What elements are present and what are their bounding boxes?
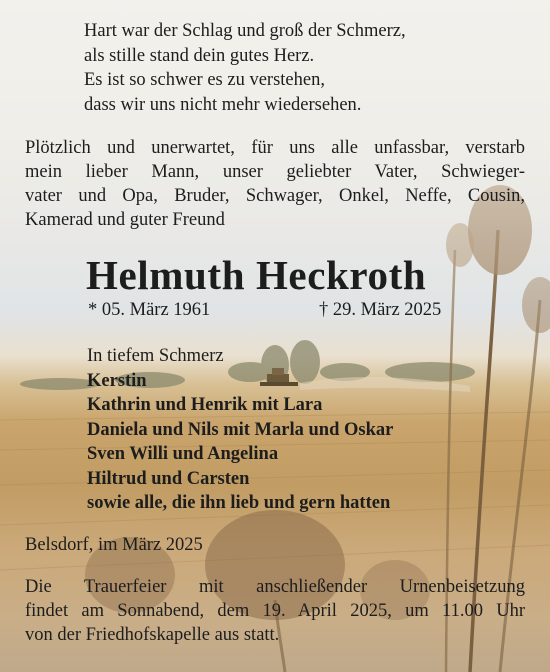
funeral-info xyxy=(25,575,525,647)
poem-line: als stille stand dein gutes Herz. xyxy=(84,45,315,66)
mourner-line: Sven Willi und Angelina xyxy=(87,444,279,464)
poem-line: Es ist so schwer es zu verstehen, xyxy=(84,70,325,90)
poem-line: dass wir uns nicht mehr wiedersehen. xyxy=(84,94,362,115)
announcement-text xyxy=(25,136,525,232)
funeral-line: Die Trauerfeier mit anschließender Urnenbeisetzung xyxy=(25,577,525,597)
mourner-line: Kathrin und Henrik mit Lara xyxy=(87,395,323,415)
funeral-line: findet am Sonnabend, dem 19. April 2025, um 11.00 Uhr xyxy=(25,601,525,621)
mourner-line: sowie alle, die ihn lieb und gern hatten xyxy=(87,493,391,513)
memorial-poem xyxy=(84,19,504,117)
birth-date: * 05. März 1961 xyxy=(88,300,211,320)
mourners-list xyxy=(87,344,507,516)
mourner-line: Daniela und Nils mit Marla und Oskar xyxy=(87,419,394,440)
mourner-line: Hiltrud und Carsten xyxy=(87,468,250,489)
death-date: † 29. März 2025 xyxy=(319,300,442,320)
funeral-line: von der Friedhofskapelle aus statt. xyxy=(25,625,280,645)
deceased-name: Helmuth Heckroth xyxy=(86,252,427,298)
place-and-date: Belsdorf, im März 2025 xyxy=(25,535,203,555)
announcement-line: Plötzlich und unerwartet, für uns alle unfassbar, verstarb xyxy=(25,138,525,158)
mourners-intro: In tiefem Schmerz xyxy=(87,346,224,366)
announcement-line: vater und Opa, Bruder, Schwager, Onkel, Neffe, Cousin, xyxy=(25,186,525,206)
mourner-line: Kerstin xyxy=(87,370,147,391)
poem-line: Hart war der Schlag und groß der Schmerz, xyxy=(84,21,406,41)
announcement-line: Kamerad und guter Freund xyxy=(25,210,225,230)
announcement-line: mein lieber Mann, unser geliebter Vater, Schwieger- xyxy=(25,162,525,182)
